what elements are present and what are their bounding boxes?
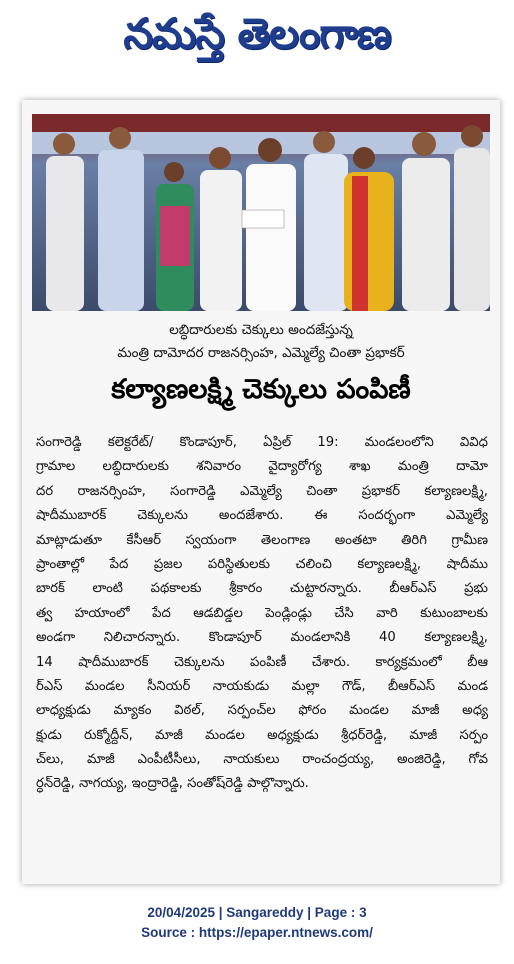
- masthead-title: నమస్తే తెలంగాణ: [123, 9, 391, 58]
- newspaper-masthead: [50, 6, 464, 72]
- article-body: [36, 431, 488, 797]
- body-line: బారక్ లాంటి పథకాలకు శ్రీకారం చుట్టారన్నారు. బీఆర్ఎస్ ప్రభు: [36, 581, 488, 597]
- body-line: దర రాజనర్సింహ, సంగారెడ్డి ఎమ్మెల్యే చింతా ప్రభాకర్ కల్యాణలక్ష్మి,: [36, 483, 488, 499]
- body-line: త్వ హయాంలో పేద ఆడబిడ్డల పెండ్లిండ్లు చేసి వారి కుటుంబాలకు: [36, 605, 488, 621]
- edition-meta: 20/04/2025 | Sangareddy | Page : 3: [147, 905, 367, 920]
- photo-caption-line: లబ్ధిదారులకు చెక్కులు అందజేస్తున్న: [169, 322, 353, 338]
- body-line: సంగారెడ్డి కలెక్టరేట్/ కొండాపూర్, ఏప్రిల్ 19: మండలంలోని వివిధ: [36, 435, 488, 450]
- body-line: మాట్లాడుతూ కేసీఆర్ స్వయంగా తెలంగాణ అంతటా తిరిగి గ్రామీణ: [36, 532, 488, 548]
- body-line: ర్ఎస్ మండల సీనియర్ నాయకుడు మల్లా గౌడ్, బీఆర్ఎస్ మండ: [36, 678, 488, 694]
- body-line: గ్రామాల లబ్ధిదారులకు శనివారం వైద్యారోగ్య శాఖ మంత్రి దామో: [36, 459, 488, 475]
- headline-text: కల్యాణలక్ష్మి చెక్కులు పంపిణీ: [111, 374, 411, 405]
- body-line: 14 షాదీముబారక్ చెక్కులను పంపిణీ చేశారు. కార్యక్రమంలో బీఆ: [36, 654, 488, 670]
- article-photo: [32, 114, 490, 311]
- body-line: ప్రాంతాల్లో పేద ప్రజల పరిస్థితులకు చలించి కల్యాణలక్ష్మి, షాదీము: [36, 556, 488, 572]
- body-line: క్షుడు రుక్మోద్దీన్, మాజీ మండల అధ్యక్షుడు శ్రీధర్‌రెడ్డి, మాజీ సర్పం: [36, 727, 488, 743]
- body-line: లాధ్యక్షుడు మ్యాకం విఠల్, సర్పంచ్‌ల ఫోరం మండల మాజీ అధ్య: [36, 703, 488, 719]
- article-clipping: [22, 100, 500, 884]
- body-line: చ్‌లు, మాజీ ఎంపీటీసీలు, నాయకులు రాంచంద్రయ్య, అంజిరెడ్డి, గోవ: [36, 752, 488, 768]
- body-line: అండగా నిలిచారన్నారు. కొండాపూర్ మండలానికి 40 కల్యాణలక్ష్మి,: [36, 630, 488, 646]
- article-headline: [22, 368, 500, 418]
- photo-caption-line: మంత్రి దామోదర రాజనర్సింహ, ఎమ్మెల్యే చింతా ప్రభాకర్: [117, 345, 405, 361]
- source-link[interactable]: Source : https://epaper.ntnews.com/: [141, 925, 373, 940]
- body-line: ర్ధన్‌రెడ్డి, నాగయ్య, ఇంద్రారెడ్డి, సంతోష్‌రెడ్డి పాల్గొన్నారు.: [36, 776, 309, 792]
- body-line: షాదీముబారక్ చెక్కులను అందజేశారు. ఈ సందర్భంగా ఎమ్మెల్యే: [36, 508, 488, 524]
